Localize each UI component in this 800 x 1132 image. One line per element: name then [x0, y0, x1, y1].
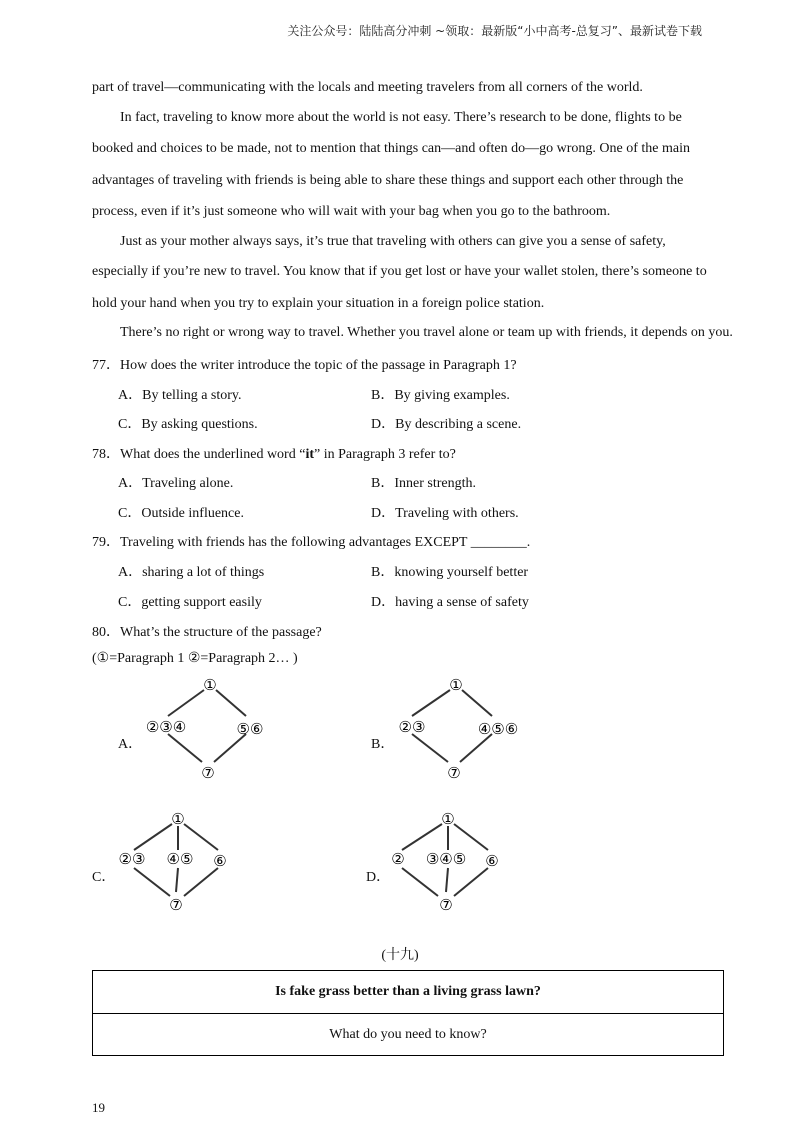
diagram-c-left-node: ②③: [118, 850, 146, 868]
structure-diagram-a: [138, 674, 278, 784]
passage-line-8: hold your hand when you try to explain your situation in a foreign police station.: [92, 296, 545, 311]
question-79-option-d[interactable]: D．having a sense of safety: [371, 595, 529, 610]
section-title: (十九): [381, 948, 419, 963]
diagram-b-left-node: ②③: [398, 718, 426, 736]
passage-line-6: Just as your mother always says, it’s true that traveling with others can give you a sense of safety,: [120, 234, 666, 249]
question-78-stem: [92, 443, 456, 463]
question-78-option-b[interactable]: B．Inner strength.: [371, 476, 476, 491]
question-79-option-c[interactable]: C．getting support easily: [118, 595, 262, 610]
passage-title-table: [92, 970, 724, 1056]
diagram-c-right-node: ⑥: [213, 852, 227, 870]
diagram-c-middle-node: ④⑤: [166, 850, 194, 868]
question-79-option-b[interactable]: B．knowing yourself better: [371, 565, 529, 580]
diagram-a-top-node: ①: [203, 676, 217, 694]
question-77-option-a[interactable]: A．By telling a story.: [118, 388, 242, 403]
diagram-d-bottom-node: ⑦: [439, 896, 453, 914]
diagram-b-bottom-node: ⑦: [447, 764, 461, 782]
question-80-stem: 80．What’s the structure of the passage?: [92, 625, 322, 640]
question-80-option-d[interactable]: D．: [366, 870, 391, 885]
structure-diagram-b: [388, 674, 538, 784]
passage-line-2: In fact, traveling to know more about the world is not easy. There’s research to be done, flights to be: [120, 110, 682, 125]
diagram-d-top-node: ①: [441, 810, 455, 828]
passage-line-5: process, even if it’s just someone who will wait with your bag when you go to the bathroom.: [92, 204, 611, 219]
question-80-option-c[interactable]: C．: [92, 870, 116, 885]
question-79-option-a[interactable]: A．sharing a lot of things: [118, 565, 265, 580]
diagram-a-left-node: ②③④: [145, 718, 187, 736]
diagram-d-middle-node: ③④⑤: [425, 850, 467, 868]
question-80-option-b[interactable]: B．: [371, 737, 395, 752]
diagram-b-right-node: ④⑤⑥: [477, 720, 519, 738]
diagram-c-bottom-node: ⑦: [169, 896, 183, 914]
question-80-option-a[interactable]: A．: [118, 737, 143, 752]
diagram-a-right-node: ⑤⑥: [236, 720, 264, 738]
table-subtitle-row: What do you need to know?: [329, 1027, 487, 1042]
passage-line-4: advantages of traveling with friends is being able to share these things and support each other through the: [92, 173, 684, 188]
question-77-option-c[interactable]: C．By asking questions.: [118, 417, 258, 432]
question-77-option-d[interactable]: D．By describing a scene.: [371, 417, 522, 432]
question-78-stem-pre: 78．What does the underlined word “: [92, 447, 306, 462]
diagram-a-bottom-node: ⑦: [201, 764, 215, 782]
table-title-row: Is fake grass better than a living grass lawn?: [93, 971, 723, 1014]
passage-line-3: booked and choices to be made, not to mention that things can—and often do—go wrong. One of the main: [92, 141, 690, 156]
diagram-b-top-node: ①: [449, 676, 463, 694]
diagram-d-left-node: ②: [391, 850, 405, 868]
passage-line-9: There’s no right or wrong way to travel. Whether you travel alone or team up with friends, it depends on you.: [120, 325, 733, 340]
question-79-stem: 79．Traveling with friends has the following advantages EXCEPT ________.: [92, 535, 531, 550]
page-header: 关注公众号：陆陆高分冲刺 ~领取：最新版“小中高考-总复习”、最新试卷下载: [287, 24, 702, 38]
question-78-option-d[interactable]: D．Traveling with others.: [371, 506, 519, 521]
question-80-legend: (①=Paragraph 1 ②=Paragraph 2… ): [92, 651, 298, 666]
question-77-option-b[interactable]: B．By giving examples.: [371, 388, 510, 403]
page-number: 19: [92, 1100, 105, 1115]
passage-line-7: especially if you’re new to travel. You know that if you get lost or have your wallet stolen, there’s someone to: [92, 264, 707, 279]
passage-line-1: part of travel—communicating with the locals and meeting travelers from all corners of the world.: [92, 80, 643, 95]
diagram-c-top-node: ①: [171, 810, 185, 828]
question-78-option-c[interactable]: C．Outside influence.: [118, 506, 244, 521]
diagram-d-right-node: ⑥: [485, 852, 499, 870]
question-77-stem: 77．How does the writer introduce the topic of the passage in Paragraph 1?: [92, 358, 517, 373]
question-78-option-a[interactable]: A．Traveling alone.: [118, 476, 234, 491]
question-78-underlined-word: it: [305, 447, 315, 462]
structure-diagram-d: [382, 808, 512, 918]
structure-diagram-c: [112, 808, 242, 918]
question-78-stem-post: ” in Paragraph 3 refer to?: [314, 447, 456, 462]
